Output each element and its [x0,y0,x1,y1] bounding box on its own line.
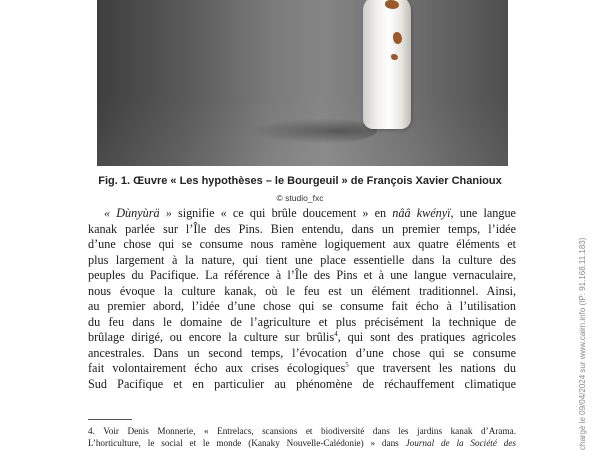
bottle-rust-mark [391,54,398,60]
text-line: fait volontairement écho aux crises écologiques$^5$ que traversent les nations du [88,360,516,375]
text-line: nous évoque la culture kanak, où le feu est un élément traditionnel. Ainsi, [88,283,516,298]
text-line: ancestrales. Dans un second temps, l’évocation d’une chose qui se consume [88,345,516,360]
ceramic-bottle [363,0,411,129]
bottle-rust-mark [385,0,399,9]
footnote-ref[interactable]: 4 [334,329,338,338]
text-line: d’une chose qui se consume nous ramène logiquement aux quatre éléments et [88,237,516,251]
footnote-line: 4. Voir Denis Monnerie, « Entrelacs, scansions et biodiversité dans les jardins kanak d’Arama. [88,426,516,436]
text-line: kanak parlée sur l’Île des Pins. Bien entendu, dans un premier temps, l’idée [88,221,516,236]
figure-credit: © studio_fxc [276,193,324,203]
text-line: brûlage dirigé, ou encore la culture sur brûlis$^4$, qui sont des pratiques agricoles [88,329,516,344]
text-line: au premier abord, l’idée d’une chose qui se consume fait écho à l’utilisation [88,299,516,313]
download-watermark [578,205,588,450]
figure-photo [97,0,508,166]
bottle-rust-mark [393,32,402,44]
footnotes [88,425,516,449]
figure-caption: Fig. 1. Œuvre « Les hypothèses – le Bourgeuil » de François Xavier Chanioux [98,175,502,187]
bottle-shadow [247,118,377,144]
language-name: nââ kwényï [392,206,451,220]
text-line: du feu dans le domaine de l’agriculture et plus précisément la technique de [88,314,516,329]
body-text [88,206,516,392]
text-line: Sud Pacifique et en particulier au phénomène de réchauffement climatique [88,376,516,391]
footnote-divider [88,419,132,420]
text-line: peuples du Pacifique. La référence à l’Île des Pins et à une langue vernaculaire, [88,268,516,282]
journal-title: Journal de la Société des [405,438,516,448]
work-title: « Dùnyùrä » [104,206,172,220]
text-line: plus largement à la nature, qui tient une place essentielle dans la culture des [88,252,516,267]
watermark-text: chargé le 09/04/2024 sur www.cairn.info (IP: 91.168.11.183) [578,237,587,450]
text-line: « Dùnyùrä » signifie « ce qui brûle doucement » en nââ kwényï, une langue [104,206,516,220]
footnote-ref[interactable]: 5 [345,360,349,369]
footnote-line: L’horticulture, le social et le monde (Kanaky Nouvelle-Calédonie) » dans Journal de la Société des [88,438,516,448]
